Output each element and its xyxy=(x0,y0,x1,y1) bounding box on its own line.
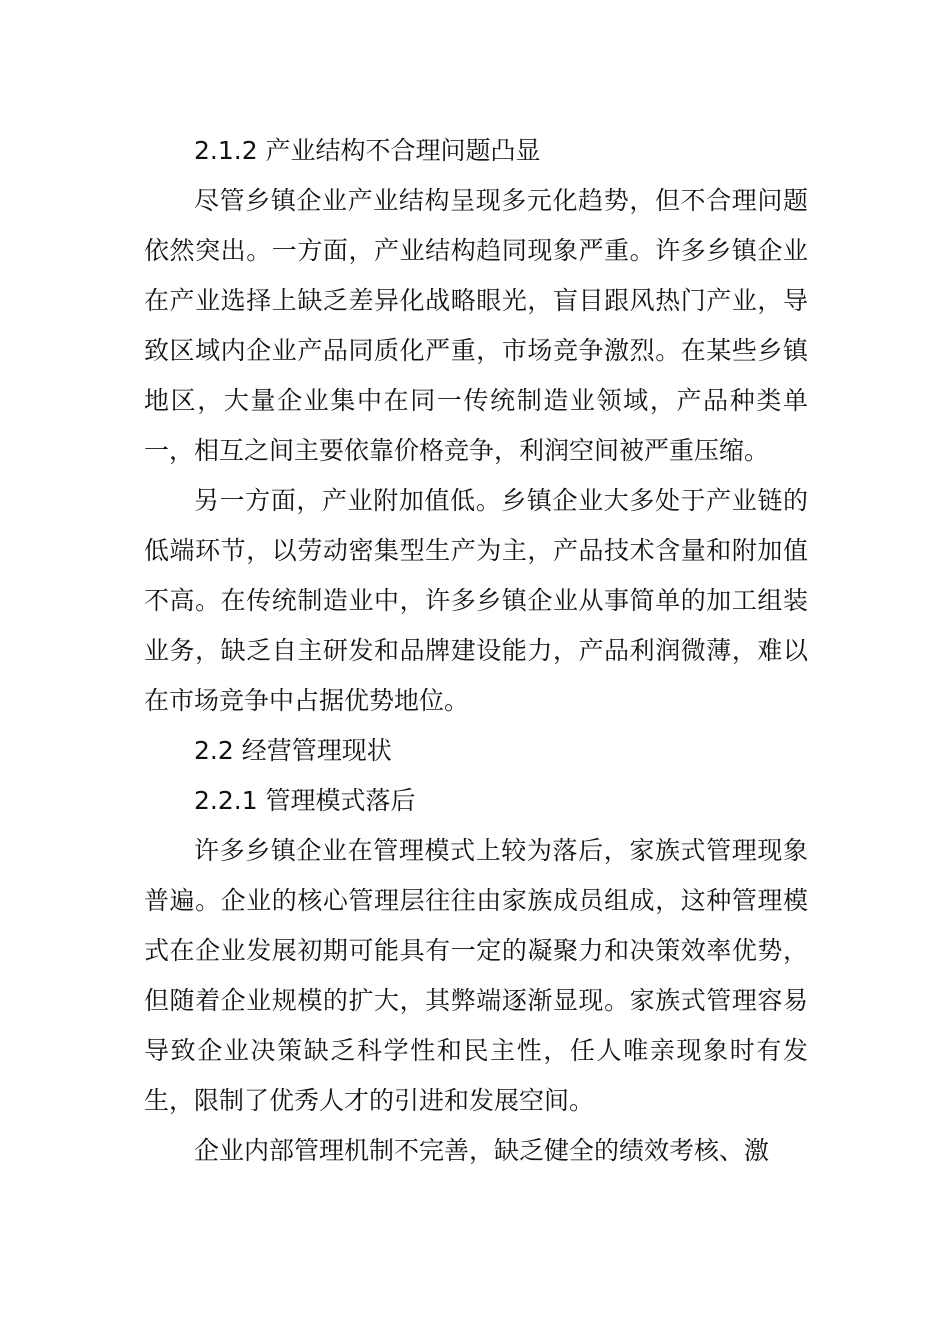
document-body xyxy=(144,126,808,1176)
section-heading-2-1-2: 2.1.2 产业结构不合理问题凸显 xyxy=(194,136,541,165)
paragraph-low-value-added: 另一方面，产业附加值低。乡镇企业大多处于产业链的低端环节，以劳动密集型生产为主，产品技术含量和附加值不高。在传统制造业中，许多乡镇企业从事简单的加工组装业务，缺乏自主研发和品牌建设能力，产品利润微薄，难以在市场竞争中占据优势地位。 xyxy=(144,486,808,715)
paragraph-industry-structure: 尽管乡镇企业产业结构呈现多元化趋势，但不合理问题依然突出。一方面，产业结构趋同现象严重。许多乡镇企业在产业选择上缺乏差异化战略眼光，盲目跟风热门产业，导致区域内企业产品同质化严重，市场竞争激烈。在某些乡镇地区，大量企业集中在同一传统制造业领域，产品种类单一，相互之间主要依靠价格竞争，利润空间被严重压缩。 xyxy=(144,186,808,465)
paragraph-family-management: 许多乡镇企业在管理模式上较为落后，家族式管理现象普遍。企业的核心管理层往往由家族成员组成，这种管理模式在企业发展初期可能具有一定的凝聚力和决策效率优势，但随着企业规模的扩大，其弊端逐渐显现。家族式管理容易导致企业决策缺乏科学性和民主性，任人唯亲现象时有发生，限制了优秀人才的引进和发展空间。 xyxy=(144,836,808,1115)
paragraph-internal-mechanism: 企业内部管理机制不完善，缺乏健全的绩效考核、激 xyxy=(194,1136,770,1165)
section-heading-2-2-1: 2.2.1 管理模式落后 xyxy=(194,786,416,815)
section-heading-2-2: 2.2 经营管理现状 xyxy=(194,736,392,765)
